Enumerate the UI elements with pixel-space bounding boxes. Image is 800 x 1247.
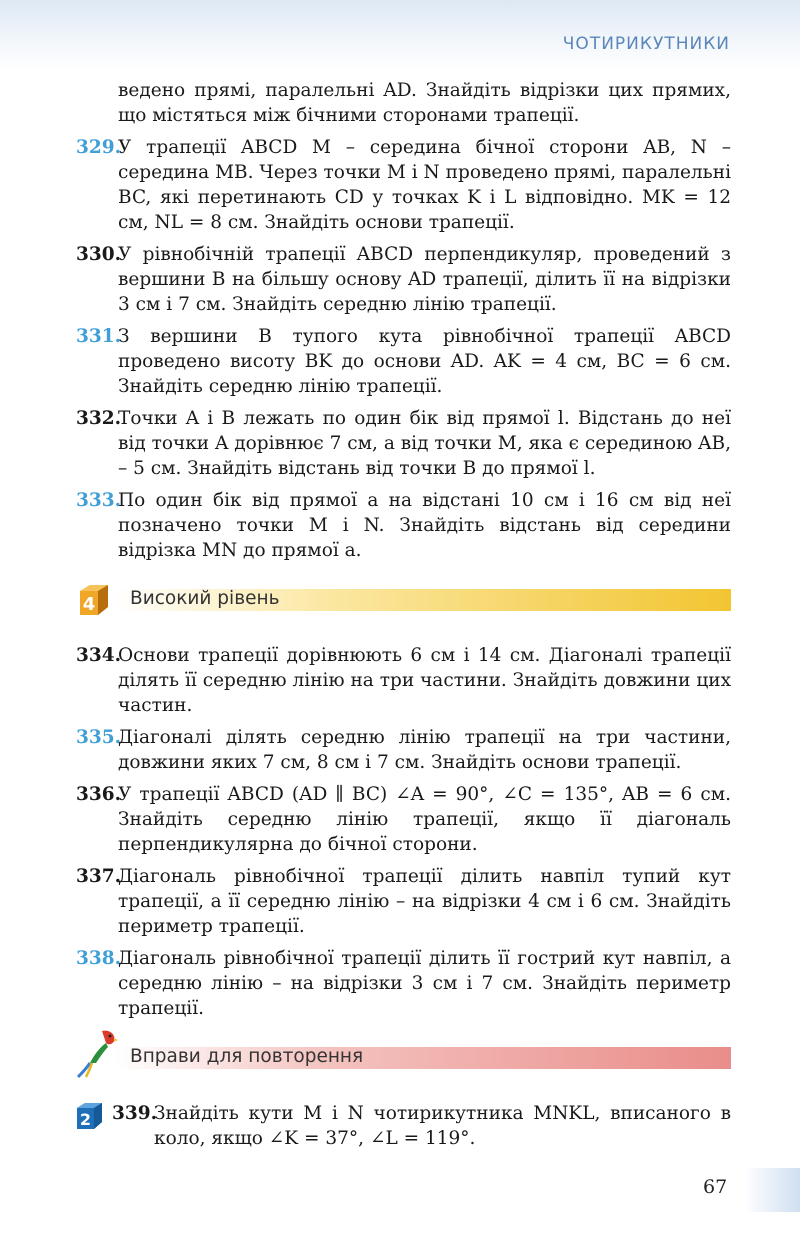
problem-text: ведено прямі, паралельні AD. Знайдіть відрізки цих прямих, що містяться між бічними сторонами трапеції. — [118, 80, 731, 126]
problem-number: 329. — [76, 137, 122, 158]
section-review-label: Вправи для повторення — [130, 1046, 364, 1067]
problem-number: 334. — [76, 645, 122, 666]
problem-number: 338. — [76, 948, 122, 969]
problem-number: 333. — [76, 490, 122, 511]
parrot-icon — [72, 1027, 124, 1079]
problem-text: У трапеції ABCD (AD ∥ BC) ∠A = 90°, ∠C = 135°, AB = 6 см. Знайдіть середню лінію трапеції, якщо її діагональ перпендикулярна до бічної сторони. — [118, 784, 731, 855]
problems-review-list — [76, 1101, 731, 1151]
problem-number: 335. — [76, 727, 122, 748]
problems-top-list — [76, 78, 731, 563]
section-review — [76, 1041, 731, 1071]
problem-text: Діагоналі ділять середню лінію трапеції на три частини, довжини яких 7 см, 8 см і 7 см. Знайдіть основи трапеції. — [118, 727, 731, 773]
problem-item — [76, 946, 731, 1021]
problem-item — [76, 488, 731, 563]
level-badge-number: 2 — [79, 1110, 92, 1129]
problem-text: Точки A і B лежать по один бік від прямої l. Відстань до неї від точки A дорівнює 7 см, а від точки M, яка є серединою AB, – 5 см. Знайдіть відстань від точки B до прямої l. — [118, 408, 731, 479]
problem-item — [76, 406, 731, 481]
problem-number: 337. — [76, 866, 122, 887]
problem-text: Основи трапеції дорівнюють 6 см і 14 см. Діагоналі трапеції ділять її середню лінію на три частини. Знайдіть довжини цих частин. — [118, 645, 731, 716]
level-2-icon — [74, 1101, 104, 1131]
problem-text: У трапеції ABCD M – середина бічної сторони AB, N – середина MB. Через точки M і N проведено прямі, паралельні BC, які перетинають CD у точках K і L відповідно. MK = 12 см, NL = 8 см. Знайдіть основи трапеції. — [118, 137, 731, 233]
problem-item — [76, 324, 731, 399]
problem-item — [76, 643, 731, 718]
problem-text: Діагональ рівнобічної трапеції ділить навпіл тупий кут трапеції, а її середню лінію – на відрізки 4 см і 6 см. Знайдіть периметр трапеції. — [118, 866, 731, 937]
problem-number: 339. — [112, 1103, 158, 1124]
level-4-icon — [76, 583, 110, 617]
section-high-label: Високий рівень — [130, 588, 280, 609]
problem-item — [76, 135, 731, 235]
chapter-title: ЧОТИРИКУТНИКИ — [562, 34, 730, 54]
problem-item — [76, 864, 731, 939]
problem-item — [76, 782, 731, 857]
page-number: 67 — [703, 1176, 728, 1198]
problem-item — [76, 242, 731, 317]
problems-high-list — [76, 643, 731, 1021]
page-content — [76, 78, 731, 1158]
problem-text: Знайдіть кути M і N чотирикутника MNKL, вписаного в коло, якщо ∠K = 37°, ∠L = 119°. — [154, 1103, 731, 1149]
problem-text: З вершини B тупого кута рівнобічної трапеції ABCD проведено висоту BK до основи AD. AK = 4 см, BC = 6 см. Знайдіть середню лінію трапеції. — [118, 326, 731, 397]
footer-band — [744, 1168, 800, 1212]
section-high-level — [76, 583, 731, 613]
problem-item — [76, 725, 731, 775]
problem-number: 330. — [76, 244, 122, 265]
problem-number: 336. — [76, 784, 122, 805]
problem-text: По один бік від прямої a на відстані 10 см і 16 см від неї позначено точки M і N. Знайдіть відстань від середини відрізка MN до прямої a. — [118, 490, 731, 561]
problem-text: Діагональ рівнобічної трапеції ділить її гострий кут навпіл, а середню лінію – на відрізки 3 см і 7 см. Знайдіть периметр трапеції. — [118, 948, 731, 1019]
level-badge-number: 4 — [82, 594, 96, 615]
problem-text: У рівнобічній трапеції ABCD перпендикуляр, проведений з вершини B на більшу основу AD трапеції, ділить її на відрізки 3 см і 7 см. Знайдіть середню лінію трапеції. — [118, 244, 731, 315]
problem-item — [76, 78, 731, 128]
problem-item — [76, 1101, 731, 1151]
problem-number: 331. — [76, 326, 122, 347]
problem-number: 332. — [76, 408, 122, 429]
